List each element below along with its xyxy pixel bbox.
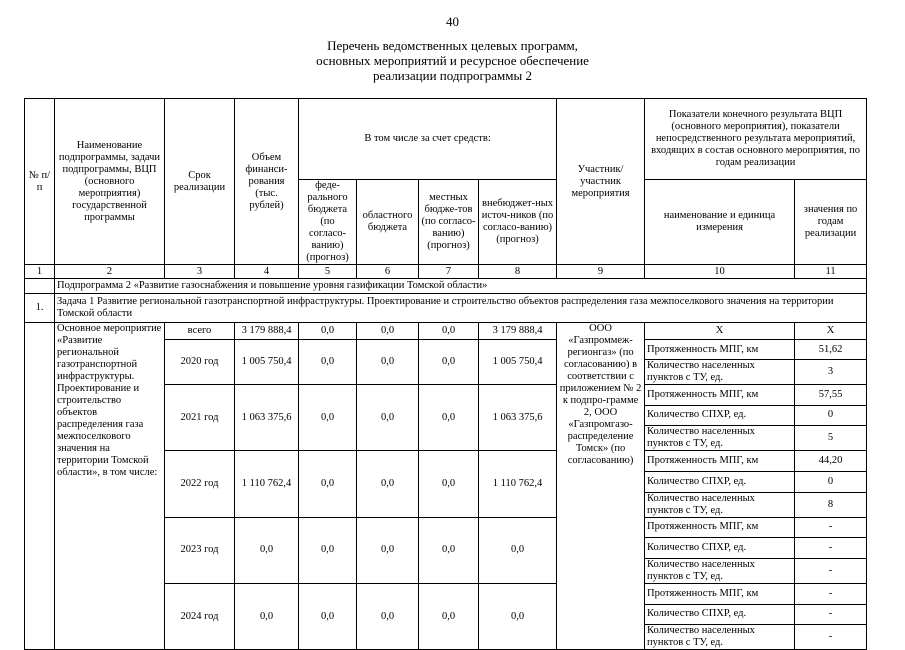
indicator-name: Количество СПХР, ед. bbox=[645, 471, 795, 492]
column-number: 2 bbox=[55, 265, 165, 279]
task-title: Задача 1 Развитие региональной газотранспортной инфраструктуры. Проектирование и строительство объектов распределения газа межпоселкового значения на территории Томской области bbox=[55, 294, 867, 323]
volume-cell: 1 005 750,4 bbox=[235, 340, 299, 385]
regional-cell: 0,0 bbox=[357, 340, 419, 385]
indicator-name: Количество населенных пунктов с ТУ, ед. bbox=[645, 492, 795, 517]
indicator-name: Х bbox=[645, 323, 795, 340]
indicator-name: Количество населенных пунктов с ТУ, ед. bbox=[645, 426, 795, 451]
header-ind-values: значения по годам реализации bbox=[795, 180, 867, 265]
local-cell: 0,0 bbox=[419, 385, 479, 451]
indicator-value: 51,62 bbox=[795, 340, 867, 360]
volume-cell: 3 179 888,4 bbox=[235, 323, 299, 340]
federal-cell: 0,0 bbox=[299, 517, 357, 583]
federal-cell: 0,0 bbox=[299, 583, 357, 649]
extrabudget-cell: 1 005 750,4 bbox=[479, 340, 557, 385]
regional-cell: 0,0 bbox=[357, 451, 419, 517]
extrabudget-cell: 0,0 bbox=[479, 517, 557, 583]
indicator-row bbox=[25, 323, 867, 340]
indicator-value: - bbox=[795, 604, 867, 625]
indicator-value: 57,55 bbox=[795, 385, 867, 406]
column-number: 10 bbox=[645, 265, 795, 279]
local-cell: 0,0 bbox=[419, 323, 479, 340]
participant-cell: ООО «Газпроммеж-регионгаз» (по согласованию) в соответствии с приложением № 2 к подпро-грамме 2, ООО «Газпромгазо-распределение Томск» (по согласованию) bbox=[557, 323, 645, 650]
indicator-name: Количество СПХР, ед. bbox=[645, 405, 795, 426]
header-ind-name: наименование и единица измерения bbox=[645, 180, 795, 265]
federal-cell: 0,0 bbox=[299, 323, 357, 340]
title-line-2: основных мероприятий и ресурсное обеспечение bbox=[316, 53, 589, 68]
indicator-value: - bbox=[795, 517, 867, 538]
extrabudget-cell: 1 063 375,6 bbox=[479, 385, 557, 451]
header-regional: областного бюджета bbox=[357, 180, 419, 265]
column-number: 6 bbox=[357, 265, 419, 279]
indicator-name: Количество СПХР, ед. bbox=[645, 604, 795, 625]
program-table bbox=[24, 98, 867, 650]
header-num: № п/п bbox=[25, 99, 55, 265]
term-cell: 2020 год bbox=[165, 340, 235, 385]
indicator-name: Протяженность МПГ, км bbox=[645, 583, 795, 604]
column-numbers-row bbox=[25, 265, 867, 279]
extrabudget-cell: 1 110 762,4 bbox=[479, 451, 557, 517]
indicator-value: - bbox=[795, 625, 867, 650]
indicator-value: - bbox=[795, 538, 867, 559]
indicator-value: - bbox=[795, 558, 867, 583]
local-cell: 0,0 bbox=[419, 451, 479, 517]
column-number: 4 bbox=[235, 265, 299, 279]
header-sources-group: В том числе за счет средств: bbox=[299, 99, 557, 180]
local-cell: 0,0 bbox=[419, 340, 479, 385]
header-federal: феде-рального бюджета (по согласо-ванию) (прогноз) bbox=[299, 180, 357, 265]
indicator-value: 3 bbox=[795, 360, 867, 385]
subprogram-num-cell bbox=[25, 279, 55, 294]
indicator-value: 0 bbox=[795, 405, 867, 426]
regional-cell: 0,0 bbox=[357, 583, 419, 649]
volume-cell: 1 110 762,4 bbox=[235, 451, 299, 517]
indicator-value: 8 bbox=[795, 492, 867, 517]
page-number: 40 bbox=[446, 14, 459, 29]
term-cell: 2021 год bbox=[165, 385, 235, 451]
column-number: 1 bbox=[25, 265, 55, 279]
regional-cell: 0,0 bbox=[357, 323, 419, 340]
subprogram-title: Подпрограмма 2 «Развитие газоснабжения и повышение уровня газификации Томской области» bbox=[55, 279, 867, 294]
term-cell: 2024 год bbox=[165, 583, 235, 649]
activity-name: Основное мероприятие «Развитие региональной газотранспортной инфраструктуры. Проектирование и строительство объектов распределения газа межпоселкового значения на территории Томской области», в том числе: bbox=[55, 323, 165, 650]
indicator-name: Количество населенных пунктов с ТУ, ед. bbox=[645, 360, 795, 385]
header-local: местных бюдже-тов (по согласо-ванию) (прогноз) bbox=[419, 180, 479, 265]
federal-cell: 0,0 bbox=[299, 340, 357, 385]
column-number: 8 bbox=[479, 265, 557, 279]
indicator-value: - bbox=[795, 583, 867, 604]
indicator-value: Х bbox=[795, 323, 867, 340]
title-line-1: Перечень ведомственных целевых программ, bbox=[327, 38, 578, 53]
extrabudget-cell: 3 179 888,4 bbox=[479, 323, 557, 340]
header-name: Наименование подпрограммы, задачи подпрограммы, ВЦП (основного мероприятия) государственной программы bbox=[55, 99, 165, 265]
indicator-value: 5 bbox=[795, 426, 867, 451]
document-title bbox=[0, 38, 905, 83]
indicator-value: 44,20 bbox=[795, 451, 867, 472]
header-volume: Объем финанси-рования (тыс. рублей) bbox=[235, 99, 299, 265]
title-line-3: реализации подпрограммы 2 bbox=[373, 68, 532, 83]
indicator-name: Количество населенных пунктов с ТУ, ед. bbox=[645, 625, 795, 650]
header-term: Срок реализации bbox=[165, 99, 235, 265]
column-number: 3 bbox=[165, 265, 235, 279]
header-indicators-group: Показатели конечного результата ВЦП (основного мероприятия), показатели непосредственного результата мероприятий, входящих в состав основного мероприятия, по годам реализации bbox=[645, 99, 867, 180]
regional-cell: 0,0 bbox=[357, 385, 419, 451]
term-cell: 2022 год bbox=[165, 451, 235, 517]
indicator-name: Протяженность МПГ, км bbox=[645, 451, 795, 472]
local-cell: 0,0 bbox=[419, 517, 479, 583]
regional-cell: 0,0 bbox=[357, 517, 419, 583]
extrabudget-cell: 0,0 bbox=[479, 583, 557, 649]
header-participant: Участник/ участник мероприятия bbox=[557, 99, 645, 265]
indicator-name: Протяженность МПГ, км bbox=[645, 340, 795, 360]
volume-cell: 0,0 bbox=[235, 517, 299, 583]
subprogram-row bbox=[25, 279, 867, 294]
indicator-value: 0 bbox=[795, 471, 867, 492]
column-number: 5 bbox=[299, 265, 357, 279]
task-row bbox=[25, 294, 867, 323]
volume-cell: 0,0 bbox=[235, 583, 299, 649]
task-num: 1. bbox=[25, 294, 55, 323]
federal-cell: 0,0 bbox=[299, 451, 357, 517]
indicator-name: Протяженность МПГ, км bbox=[645, 517, 795, 538]
activity-num-cell bbox=[25, 323, 55, 650]
term-cell: всего bbox=[165, 323, 235, 340]
indicator-name: Количество населенных пунктов с ТУ, ед. bbox=[645, 558, 795, 583]
term-cell: 2023 год bbox=[165, 517, 235, 583]
column-number: 9 bbox=[557, 265, 645, 279]
local-cell: 0,0 bbox=[419, 583, 479, 649]
column-number: 11 bbox=[795, 265, 867, 279]
column-number: 7 bbox=[419, 265, 479, 279]
header-extrabudget: внебюджет-ных источ-ников (по согласо-ванию) (прогноз) bbox=[479, 180, 557, 265]
volume-cell: 1 063 375,6 bbox=[235, 385, 299, 451]
indicator-name: Протяженность МПГ, км bbox=[645, 385, 795, 406]
indicator-name: Количество СПХР, ед. bbox=[645, 538, 795, 559]
federal-cell: 0,0 bbox=[299, 385, 357, 451]
